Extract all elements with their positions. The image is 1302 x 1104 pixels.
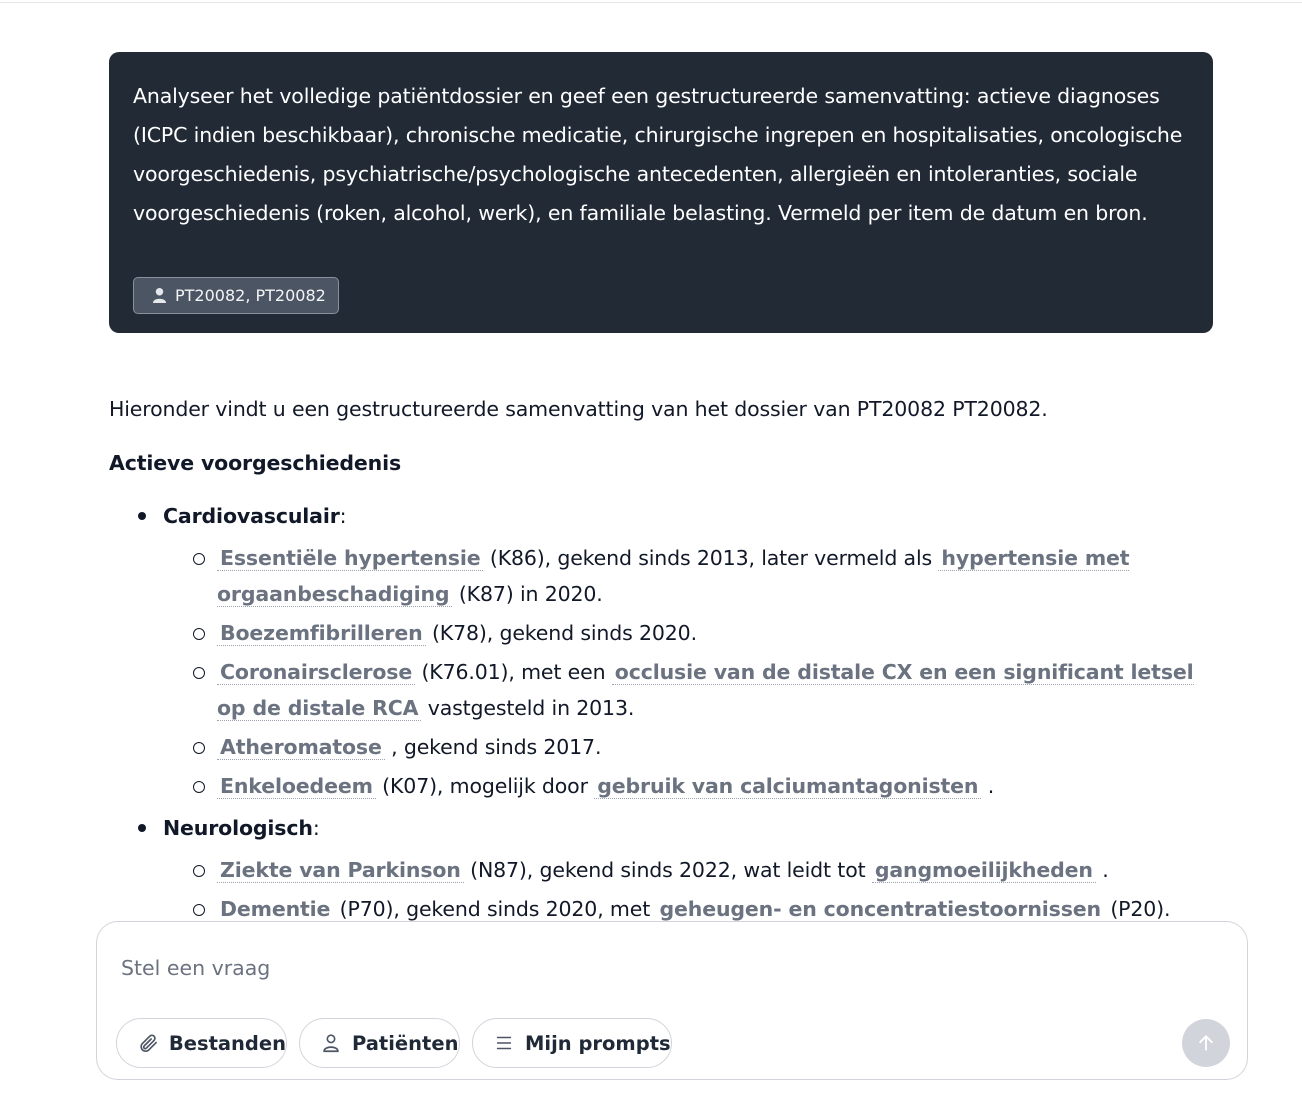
source-link[interactable]: hypertensie met orgaanbeschadiging bbox=[217, 546, 1130, 606]
my-prompts-button[interactable] bbox=[472, 1018, 672, 1068]
arrow-up-icon bbox=[1196, 1033, 1216, 1053]
user-message-text: Analyseer het volledige patiëntdossier en geef een gestructureerde samenvatting: actieve diagnoses (ICPC indien beschikbaar), chronische medicatie, chirurgische ingrepen en hospitalisaties, oncologische voorgeschiedenis, psychiatrische/psychologische antecedenten, allergieën en intoleranties, sociale voorgeschiedenis (roken, alcohol, werk), en familiale belasting. Vermeld per item de datum en bron. bbox=[133, 84, 1183, 225]
source-link[interactable]: occlusie van de distale CX en een significant letsel op de distale RCA bbox=[217, 660, 1194, 720]
source-link[interactable]: Ziekte van Parkinson bbox=[217, 858, 464, 883]
source-link[interactable]: Enkeloedeem bbox=[217, 774, 376, 799]
list-item-text: (K78), gekend sinds 2020. bbox=[425, 621, 697, 645]
list-item bbox=[163, 768, 1203, 804]
source-link[interactable]: gangmoeilijkheden bbox=[872, 858, 1096, 883]
answer-intro: Hieronder vindt u een gestructureerde samenvatting van het dossier van PT20082 PT20082. bbox=[109, 397, 1048, 421]
source-link[interactable]: Coronairsclerose bbox=[217, 660, 415, 685]
composer bbox=[96, 921, 1248, 1080]
list-item-text: (K87) in 2020. bbox=[452, 582, 603, 606]
category-label: Cardiovasculair bbox=[163, 504, 340, 528]
list-item bbox=[163, 540, 1203, 612]
list-item-text: (P20). bbox=[1103, 897, 1171, 921]
source-link[interactable]: gebruik van calciumantagonisten bbox=[594, 774, 981, 799]
answer-heading: Actieve voorgeschiedenis bbox=[109, 451, 402, 475]
person-icon bbox=[152, 287, 167, 304]
my-prompts-button-label: Mijn prompts bbox=[525, 1031, 671, 1055]
list-item-text: (K86), gekend sinds 2013, later vermeld als bbox=[483, 546, 939, 570]
files-button[interactable] bbox=[116, 1018, 287, 1068]
category-label: Neurologisch bbox=[163, 816, 313, 840]
list-item-text: (K07), mogelijk door bbox=[375, 774, 595, 798]
category-item: Cardiovasculair: Essentiële hypertensie (K86), gekend sinds 2013, later vermeld als hypertensie met orgaanbeschadiging (K87) in 2020. Boezemfibrilleren (K78), gekend sinds 2020. Coronairsclerose (K76.01), met een occlusie van de distale CX en een significant letsel op de distale RCA vastgesteld in 2013. Atheromatose , gekend sinds 2017. Enkeloedeem (K07), mogelijk door gebruik van calciumantagonisten . bbox=[109, 498, 1179, 804]
chat-scroll-area[interactable] bbox=[0, 3, 1302, 921]
list-item-text: . bbox=[981, 774, 995, 798]
list-item-text: (N87), gekend sinds 2022, wat leidt tot bbox=[463, 858, 872, 882]
assistant-answer bbox=[109, 391, 1194, 921]
source-link[interactable]: Dementie bbox=[217, 897, 333, 921]
list-item bbox=[163, 615, 1203, 651]
patient-tag[interactable] bbox=[133, 277, 339, 314]
list-icon bbox=[493, 1032, 515, 1054]
category-item: Neurologisch: Ziekte van Parkinson (N87), gekend sinds 2022, wat leidt tot gangmoeilijkheden . Dementie (P70), gekend sinds 2020, met geheugen- en concentratiestoornissen (P20). bbox=[109, 810, 1179, 921]
list-item-text: (K76.01), met een bbox=[415, 660, 612, 684]
patients-button-label: Patiënten bbox=[352, 1031, 459, 1055]
list-item-text: (P70), gekend sinds 2020, met bbox=[333, 897, 657, 921]
list-item bbox=[163, 654, 1203, 726]
list-item-text: , gekend sinds 2017. bbox=[384, 735, 602, 759]
files-button-label: Bestanden bbox=[168, 1031, 286, 1055]
send-button[interactable] bbox=[1182, 1019, 1230, 1067]
source-link[interactable]: Essentiële hypertensie bbox=[217, 546, 483, 571]
diagnosis-list bbox=[163, 852, 1179, 921]
source-link[interactable]: Atheromatose bbox=[217, 735, 385, 760]
person-outline-icon bbox=[320, 1032, 342, 1054]
list-item-text: vastgesteld in 2013. bbox=[421, 696, 635, 720]
patients-button[interactable] bbox=[299, 1018, 460, 1068]
diagnosis-list bbox=[163, 540, 1194, 804]
list-item bbox=[163, 852, 1203, 888]
paperclip-icon bbox=[137, 1032, 159, 1054]
patient-tag-label: PT20082, PT20082 bbox=[175, 286, 326, 305]
source-link[interactable]: Boezemfibrilleren bbox=[217, 621, 426, 646]
user-message-bubble bbox=[109, 52, 1213, 333]
list-item bbox=[163, 891, 1203, 921]
source-link[interactable]: geheugen- en concentratiestoornissen bbox=[656, 897, 1103, 921]
list-item bbox=[163, 729, 1203, 765]
question-input[interactable] bbox=[121, 950, 1121, 986]
list-item-text: . bbox=[1095, 858, 1109, 882]
category-list bbox=[109, 498, 1194, 921]
